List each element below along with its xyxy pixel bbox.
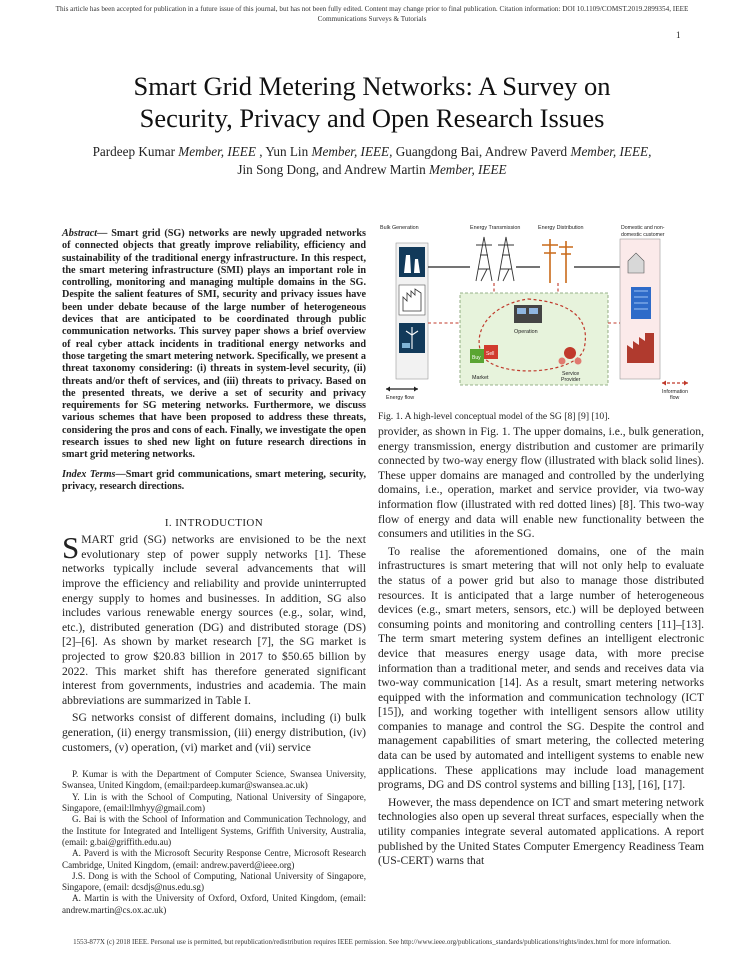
abstract-text: — Smart grid (SG) networks are newly upgraded networks of connected objects that greatly improve reliability, efficiency and sustainability of the traditional energy infrastructure. In this respect, the smart metering infrastructure (SMI) plays an important role in controlling, monitoring and managing multiple domains in the SG. Despite the salient features of SMI, security and privacy issues have been under debate because of the large number of heterogeneous devices that are anticipated to be coordinated through public communication networks. This survey paper shows a brief overview of real cyber attack incidents in traditional energy networks and those targeting the smart metering network. Specifically, we present a threat taxonomy considering: (i) threats in system-level security, (ii) threats and/or theft of services, and (iii) threats to privacy. Based on the presented threats, we derive a set of security and privacy requirements for SG metering networks. Furthermore, we discuss various schemes that have been proposed to address these threats, considering the pros and cons of each. Finally, we investigate the open research issues to shed new light on future research directions in smart grid metering networks. (62, 228, 366, 461)
copyright-footer: 1553-877X (c) 2018 IEEE. Personal use is permitted, but republication/redistribution requires IEEE permission. See http://www.ieee.org/publications_standards/publications/rights/index.html for more information. (73, 938, 671, 946)
section-heading: I. INTRODUCTION (164, 517, 264, 530)
transmission-tower-icon (498, 237, 514, 281)
bulk-generation-label: Bulk Generation (380, 225, 419, 231)
footnote: A. Martin is with the University of Oxford, Oxford, United Kingdom, (email: andrew.martin@cs.ox.ac.uk) (62, 893, 366, 915)
author-list (0, 143, 744, 179)
footnote: A. Paverd is with the Microsoft Security Response Centre, Microsoft Research Cambridge, United Kingdom, (email: andrew.paverd@ieee.org) (62, 848, 366, 870)
monitor-screen (529, 308, 538, 314)
drop-cap: S (62, 530, 80, 566)
service-user-icon (575, 358, 582, 365)
abstract (62, 228, 366, 462)
figure-caption: Fig. 1. A high-level conceptual model of the SG [8] [9] [10]. (378, 411, 610, 422)
journal-name: Communications Surveys & Tutorials (317, 15, 427, 23)
customer-label-1: Domestic and non- (621, 225, 665, 231)
info-flow-legend-label-2: flow (670, 395, 680, 401)
footnote: P. Kumar is with the Department of Computer Science, Swansea University, Swansea, United Kingdom, (email:pardeep.kumar@swansea.ac.uk) (62, 769, 366, 791)
distribution-pole-icon (542, 239, 558, 283)
power-plant-tile (399, 247, 425, 277)
sg-conceptual-model-figure (378, 223, 704, 409)
title-line-1: Smart Grid Metering Networks: A Survey on (133, 71, 611, 101)
author-line-1: Pardeep Kumar Member, IEEE , Yun Lin Member, IEEE, Guangdong Bai, Andrew Paverd Member, IEEE, (92, 144, 652, 159)
intro-paragraph-1 (62, 530, 366, 708)
right-column (378, 223, 704, 869)
footnote: Y. Lin is with the School of Computing, National University of Singapore, Singapore, (email:llmhyy@gmail.com) (62, 791, 366, 814)
right-paragraph-1: provider, as shown in Fig. 1. The upper domains, i.e., bulk generation, energy transmission, energy distribution and customer are primarily connected by two-way energy flow (illustrated with black solid lines). These upper domains are managed and controlled by the underlying domains, i.e., operation, market and service provider, via two-way information flow (illustrated with red dotted lines) [8]. This two-way flow of energy and data will enable new functionality between the consumers and utilities in the SG. (378, 425, 704, 541)
author-membership: Member, IEEE, (570, 144, 652, 159)
author-name: and Andrew Martin (322, 162, 426, 177)
author-membership: Member, IEEE, (311, 144, 393, 159)
index-terms-label: Index Terms (62, 468, 116, 480)
customer-label-2: domestic customer (621, 232, 665, 238)
service-provider-icon (564, 347, 576, 359)
transmission-tower-icon (476, 237, 492, 281)
paper-title (0, 70, 744, 134)
author-membership: Member, IEEE (178, 144, 256, 159)
intro-paragraph-2: SG networks consist of different domains, including (i) bulk generation, (ii) energy transmission, (iii) energy distribution, (iv) customers, (v) operation, (vi) market and (vii) service (62, 711, 366, 754)
author-name: Guangdong Bai, (395, 144, 483, 159)
energy-flow-legend-label: Energy flow (386, 395, 415, 401)
abstract-label: Abstract (62, 228, 98, 239)
solar-panel-icon (402, 343, 410, 348)
info-flow-legend-label-1: Information (662, 389, 688, 395)
operation-label: Operation (514, 329, 538, 335)
title-line-2: Security, Privacy and Open Research Issues (139, 103, 605, 133)
buy-tag-text: Buy (472, 355, 481, 361)
author-name: Jin Song Dong, (237, 162, 320, 177)
market-label: Market (472, 375, 489, 381)
index-terms-text: —Smart grid communications, smart metering, security, privacy, research directions. (62, 468, 366, 492)
monitor-screen (517, 308, 526, 314)
running-header (0, 4, 744, 24)
service-label-2: Provider (561, 377, 581, 383)
service-user-icon (559, 358, 566, 365)
distribution-pole-icon (559, 241, 573, 283)
transmission-label: Energy Transmission (470, 225, 521, 231)
author-name: Andrew Paverd (484, 144, 568, 159)
author-name: Yun Lin (265, 144, 309, 159)
page-number: 1 (676, 30, 681, 40)
service-label-1: Service (562, 371, 580, 377)
intro-text-1: MART grid (SG) networks are envisioned to be the next evolutionary step of power supply networks [1]. These networks typically include several advancements that will improve the efficiency and reliability and provide uninterrupted energy supply to homes and businesses. In addition, SG also includes various renewable energy sources (e.g., solar, wind, etc.), distributed generation (DG) and distributed storage (DS) [2]–[6]. As shown by market research [7], the SG market is projected to grow $20.83 billion in 2017 to $50.65 billion by 2022. This market shift has therefore generated significant interest from governments, industries and academia. The main abbreviations are summarized in Table I. (62, 533, 366, 707)
author-footnotes (62, 769, 366, 916)
footnote: J.S. Dong is with the School of Computing, National University of Singapore, Singapore, (email: dcsdjs@nus.edu.sg) (62, 870, 366, 893)
right-paragraph-2: To realise the aforementioned domains, one of the main infrastructures is smart metering that will not only help to evaluate the status of a power grid but also to manage those distributed resources. It is anticipated that a large number of heterogeneous devices (e.g., smart meters, sensors, etc.) will be deployed between consuming points and monitoring and controlling centers [11]–[13]. The term smart metering system defines an intelligent electronic device that measures energy usage data, with more precise information than a traditional meter, and sends and receives data via two-way communication [14]. As a result, smart metering networks equipped with the information and communication technology (ICT [15]), and working together with intelligent sensors allow utility companies to manage and control the SG. Despite the control and management capabilities of smart metering, the collected metering data can be used by automated and intelligent systems to enable new applications. These applications may include load management programs, DG and DS control systems and billing [13], [16], [17]. (378, 544, 704, 792)
author-line-2 (0, 161, 744, 179)
author-name: Pardeep Kumar (92, 144, 175, 159)
acceptance-notice: This article has been accepted for publication in a future issue of this journal, but has not been fully edited. Content may change prior to final publication. Citation information: DOI 10.1109/COMST.2019.2899354, IEEE (55, 5, 689, 13)
distribution-label: Energy Distribution (538, 225, 584, 231)
author-membership: Member, IEEE (428, 162, 507, 177)
right-paragraph-3: However, the mass dependence on ICT and smart metering network technologies also open up several threat surfaces, especially when the utility companies integrate several automated applications. A report published by the United States Computer Emergency Readiness Team (US-CERT) warns that (378, 795, 704, 868)
sell-tag-text: Sell (486, 351, 495, 357)
left-column (62, 228, 366, 916)
index-terms (62, 469, 366, 494)
footnote: G. Bai is with the School of Information and Communication Technology, and the Institute for Integrated and Intelligent Systems, Griffith University, Australia, (email: g.bai@griffith.edu.au) (62, 814, 366, 847)
